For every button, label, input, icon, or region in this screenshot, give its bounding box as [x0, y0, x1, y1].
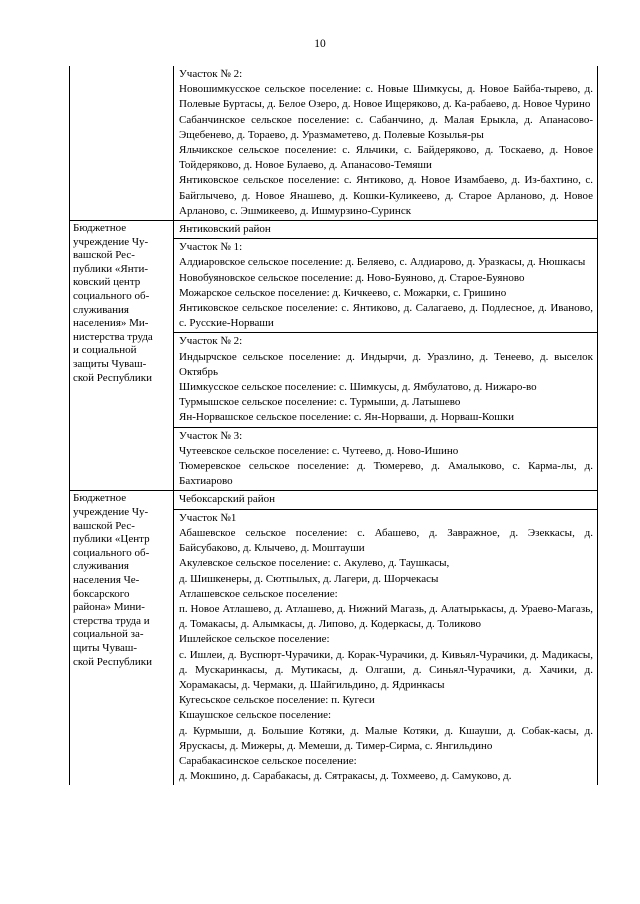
areas-cell	[174, 490, 598, 785]
area-line: Участок № 2:	[179, 68, 243, 80]
table-row	[69, 66, 598, 220]
org-line: публики «Центр	[73, 533, 150, 546]
org-line: вашской Рес-	[73, 519, 135, 532]
page-number: 10	[314, 38, 326, 50]
area-line: Янтиковское сельское поселение: с. Янтиково, д. Салагаево, д. Подлесное, д. Иваново, с. Русские-Норваши	[179, 302, 593, 330]
org-line: населения» Ми-	[73, 317, 149, 330]
org-line: служивания	[73, 303, 129, 316]
area-line: Участок № 1:	[179, 241, 243, 254]
area-section	[174, 66, 597, 220]
area-line: Участок №1	[179, 511, 237, 524]
org-line: Бюджетное	[73, 492, 127, 505]
org-line: публики «Янти-	[73, 262, 149, 275]
area-line: Турмышское сельское поселение: с. Турмыши, д. Латышево	[179, 396, 461, 409]
org-line: учреждение Чу-	[73, 506, 149, 519]
areas-cell	[174, 66, 598, 220]
area-section	[174, 427, 597, 491]
area-line: Шимкусское сельское поселение: с. Шимкусы, д. Ямбулатово, д. Нижаро-во	[179, 381, 537, 394]
org-line: социального об-	[73, 290, 150, 302]
area-line: Ишлейское сельское поселение:	[179, 633, 330, 646]
table-row	[69, 490, 598, 785]
org-line: и социальной	[73, 344, 137, 357]
org-line: населения Че-	[73, 574, 140, 587]
district-name: Янтиковский район	[179, 223, 271, 236]
area-line: Кшаушское сельское поселение:	[179, 709, 332, 722]
org-line: стерства труда и	[73, 614, 150, 627]
org-line: Бюджетное	[73, 222, 127, 235]
area-line: Акулевское сельское поселение: с. Акулево, д. Таушкасы,	[179, 557, 450, 570]
org-line: учреждение Чу-	[73, 235, 149, 248]
organization-cell	[69, 220, 174, 490]
area-line: с. Ишлеи, д. Вуспюрт-Чурачики, д. Корак-Чурачики, д. Кивьял-Чурачики, д. Мадикасы, д. Мускаринкасы, д. Мутикасы, д. Олгаши, д. Синьял-Чурачики, д. Хачики, д. Хорамакасы, д. Чермаки, д. Шайгильдино, д. Ядринкасы	[179, 648, 593, 691]
area-section	[174, 332, 597, 426]
org-line: социальной за-	[73, 628, 144, 641]
areas-cell	[174, 220, 598, 490]
area-section	[174, 509, 597, 786]
org-line: ской Республики	[73, 371, 152, 384]
area-line: Новобуяновское сельское поселение: д. Ново-Буяново, д. Старое-Буяново	[179, 271, 525, 284]
org-line: служивания	[73, 560, 129, 573]
area-line: Новошимкусское сельское поселение: с. Новые Шимкусы, д. Новое Байба-тырево, д. Полевые Буртасы, д. Белое Озеро, д. Новое Ищеряково, д. Ка-рабаево, д. Новое Чурино	[179, 83, 593, 111]
organization-cell	[69, 490, 174, 785]
area-line: Алдиаровское сельское поселение: д. Беляево, с. Алдиарово, д. Уразкасы, д. Нюшкасы	[179, 256, 586, 269]
area-line: Чутеевское сельское поселение: с. Чутеево, д. Ново-Ишино	[179, 444, 459, 457]
area-line: Атлашевское сельское поселение:	[179, 587, 338, 600]
org-line: социального об-	[73, 546, 150, 559]
table-row	[69, 220, 598, 490]
area-line: Сабанчинское сельское поселение: с. Сабанчино, д. Малая Ерыкла, д. Апанасово-Эщебенево, д. Тораево, д. Уразмаметево, д. Полевые Козылья-ры	[179, 113, 593, 141]
area-line: Сарабакасинское сельское поселение:	[179, 754, 357, 767]
area-line: д. Курмыши, д. Большие Котяки, д. Малые Котяки, д. Кшауши, д. Собак-касы, д. Ярускасы, д. Мижеры, д. Мемеши, д. Тимер-Сирма, с. Янгильдино	[179, 724, 593, 752]
area-line: д. Мокшино, д. Сарабакасы, д. Сятракасы, д. Тохмеево, д. Самуково, д.	[179, 770, 512, 783]
area-line: п. Новое Атлашево, д. Атлашево, д. Нижний Магазь, д. Алатырькасы, д. Ураево-Магазь, д. Томакасы, д. Алымкасы, д. Липово, д. Кодеркасы, д. Толиково	[179, 602, 593, 631]
organization-cell	[69, 66, 174, 220]
area-line: Участок № 3:	[179, 429, 243, 442]
area-line: Индырчское сельское поселение: д. Индырчи, д. Уразлино, д. Тенеево, д. выселок Октябрь	[179, 350, 593, 378]
org-line: щиты Чуваш-	[73, 642, 138, 655]
org-line: района» Мини-	[73, 601, 145, 614]
area-line: д. Шишкенеры, д. Сютпылых, д. Лагери, д. Шорчекасы	[179, 572, 439, 585]
org-line: защиты Чуваш-	[73, 357, 147, 370]
area-section	[174, 238, 597, 332]
area-line: Ян-Норвашское сельское поселение: с. Ян-Норваши, д. Норваш-Кошки	[179, 411, 514, 424]
org-line: ской Республики	[73, 655, 152, 668]
org-line: боксарского	[73, 587, 130, 600]
area-line: Абашевское сельское поселение: с. Абашево, д. Завражное, д. Эзеккасы, д. Байсубаково, д. Клычево, д. Моштауши	[179, 526, 593, 555]
org-line: ковский центр	[73, 276, 141, 289]
area-line: Янтиковское сельское поселение: с. Янтиково, д. Новое Изамбаево, д. Из-бахтино, с. Байглычево, д. Новое Янашево, д. Кошки-Куликеево, д. Старое Арланово, д. Новое Арланово, с. Эшмикеево, д. Ишмурзино-Суринск	[179, 174, 593, 217]
area-line: Можарское сельское поселение: д. Кичкеево, с. Можарки, с. Гришино	[179, 286, 507, 299]
area-line: Яльчикское сельское поселение: с. Яльчики, с. Байдеряково, д. Тоскаево, д. Новое Тойдеряково, д. Новое Булаево, д. Апанасово-Темяши	[179, 144, 593, 172]
area-line: Участок № 2:	[179, 335, 243, 348]
org-line: нистерства труда	[73, 330, 153, 343]
area-line: Тюмеревское сельское поселение: д. Тюмерево, д. Амалыково, с. Карма-лы, д. Бахтиарово	[179, 460, 593, 488]
district-name: Чебоксарский район	[179, 493, 276, 506]
service-areas-table	[69, 66, 598, 785]
area-line: Кугесьское сельское поселение: п. Кугеси	[179, 694, 375, 707]
org-line: вашской Рес-	[73, 249, 135, 262]
